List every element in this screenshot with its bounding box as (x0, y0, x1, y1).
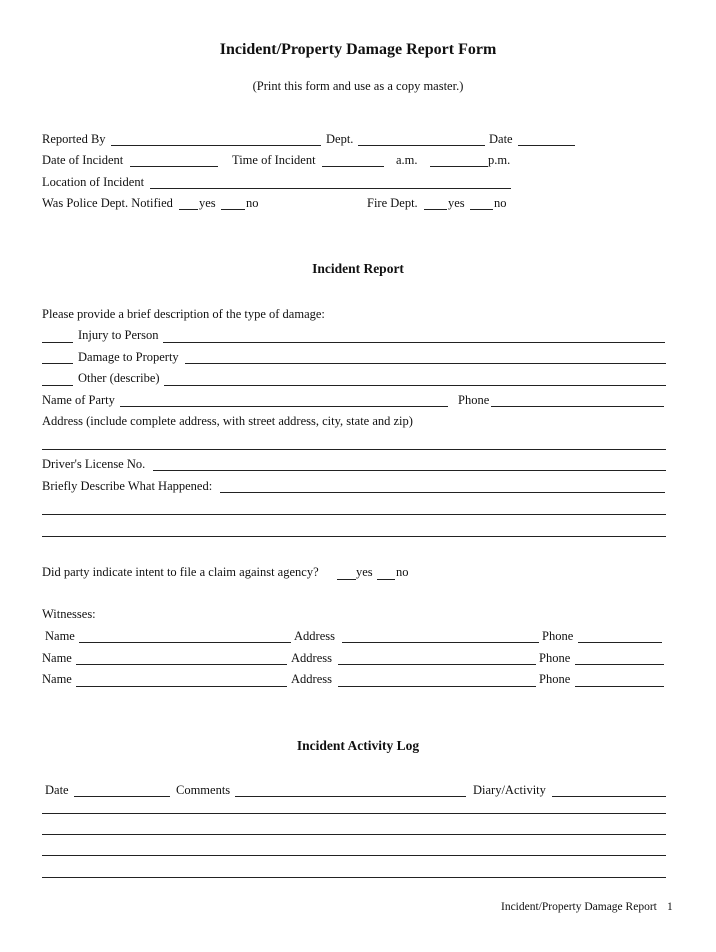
damage-check-blank[interactable] (42, 363, 73, 364)
witnesses-label: Witnesses: (42, 607, 96, 621)
log-comments-field[interactable] (235, 796, 466, 797)
witness-3-address-label: Address (291, 672, 332, 686)
police-notified-label: Was Police Dept. Notified (42, 196, 173, 210)
claim-yes-blank[interactable] (337, 579, 356, 580)
damage-prompt: Please provide a brief description of the type of damage: (42, 307, 325, 321)
damage-field[interactable] (185, 363, 666, 364)
claim-no-blank[interactable] (377, 579, 395, 580)
log-comments-label: Comments (176, 783, 231, 797)
location-field[interactable] (150, 188, 511, 189)
witness-1-phone-field[interactable] (578, 642, 662, 643)
date-field[interactable] (518, 145, 575, 146)
witness-2-phone-field[interactable] (575, 664, 664, 665)
form-title: Incident/Property Damage Report Form (219, 41, 497, 58)
fire-no-label: no (494, 196, 507, 210)
witness-2-name-label: Name (42, 651, 72, 665)
witness-1-address-label: Address (294, 629, 335, 643)
party-phone-field[interactable] (491, 406, 664, 407)
witness-2-address-label: Address (291, 651, 332, 665)
injury-label: Injury to Person (78, 328, 159, 342)
log-line-4[interactable] (42, 877, 666, 878)
witness-2-phone-label: Phone (539, 651, 571, 665)
police-yes-blank[interactable] (179, 209, 198, 210)
date-of-incident-field[interactable] (130, 166, 218, 167)
license-field[interactable] (153, 470, 666, 471)
other-field[interactable] (164, 385, 666, 386)
license-label: Driver's License No. (42, 457, 146, 471)
log-date-label: Date (45, 783, 69, 797)
log-line-3[interactable] (42, 855, 666, 856)
witness-2-address-field[interactable] (338, 664, 536, 665)
address-label: Address (include complete address, with street address, city, state and zip) (42, 414, 413, 428)
witness-3-phone-field[interactable] (575, 686, 664, 687)
fire-no-blank[interactable] (470, 209, 493, 210)
damage-label: Damage to Property (78, 350, 179, 364)
name-of-party-field[interactable] (120, 406, 448, 407)
form-subtitle: (Print this form and use as a copy master.) (252, 79, 464, 93)
log-diary-field[interactable] (552, 796, 666, 797)
police-yes-label: yes (199, 196, 216, 210)
claim-no-label: no (396, 565, 409, 579)
activity-log-heading: Incident Activity Log (296, 738, 420, 753)
fire-yes-label: yes (448, 196, 465, 210)
dept-label: Dept. (326, 132, 354, 146)
name-of-party-label: Name of Party (42, 393, 115, 407)
dept-field[interactable] (358, 145, 485, 146)
police-no-blank[interactable] (221, 209, 245, 210)
log-date-field[interactable] (74, 796, 170, 797)
witness-1-address-field[interactable] (342, 642, 539, 643)
pm-time-field[interactable] (430, 166, 488, 167)
witness-1-name-label: Name (45, 629, 75, 643)
other-label: Other (describe) (78, 371, 160, 385)
claim-yes-label: yes (356, 565, 373, 579)
fire-yes-blank[interactable] (424, 209, 447, 210)
time-of-incident-label: Time of Incident (232, 153, 316, 167)
date-label: Date (489, 132, 513, 146)
describe-label: Briefly Describe What Happened: (42, 479, 213, 493)
log-diary-label: Diary/Activity (473, 783, 546, 797)
witness-3-address-field[interactable] (338, 686, 536, 687)
witness-2-name-field[interactable] (76, 664, 287, 665)
am-label: a.m. (396, 153, 418, 167)
party-phone-label: Phone (458, 393, 490, 407)
witness-1-phone-label: Phone (542, 629, 574, 643)
fire-dept-label: Fire Dept. (367, 196, 418, 210)
footer-text: Incident/Property Damage Report (501, 901, 657, 913)
describe-field-1[interactable] (220, 492, 665, 493)
incident-report-heading: Incident Report (312, 261, 404, 276)
page-number: 1 (667, 901, 673, 913)
witness-3-name-label: Name (42, 672, 72, 686)
police-no-label: no (246, 196, 259, 210)
injury-field[interactable] (163, 342, 665, 343)
location-label: Location of Incident (42, 175, 145, 189)
date-of-incident-label: Date of Incident (42, 153, 124, 167)
describe-field-2[interactable] (42, 514, 666, 515)
other-check-blank[interactable] (42, 385, 73, 386)
injury-check-blank[interactable] (42, 342, 73, 343)
witness-3-name-field[interactable] (76, 686, 287, 687)
witness-3-phone-label: Phone (539, 672, 571, 686)
log-line-1[interactable] (42, 813, 666, 814)
log-line-2[interactable] (42, 834, 666, 835)
address-field[interactable] (42, 449, 666, 450)
am-time-field[interactable] (322, 166, 384, 167)
witness-1-name-field[interactable] (79, 642, 291, 643)
claim-question: Did party indicate intent to file a claim against agency? (42, 565, 319, 579)
reported-by-field[interactable] (111, 145, 321, 146)
pm-label: p.m. (488, 153, 511, 167)
describe-field-3[interactable] (42, 536, 666, 537)
reported-by-label: Reported By (42, 132, 106, 146)
